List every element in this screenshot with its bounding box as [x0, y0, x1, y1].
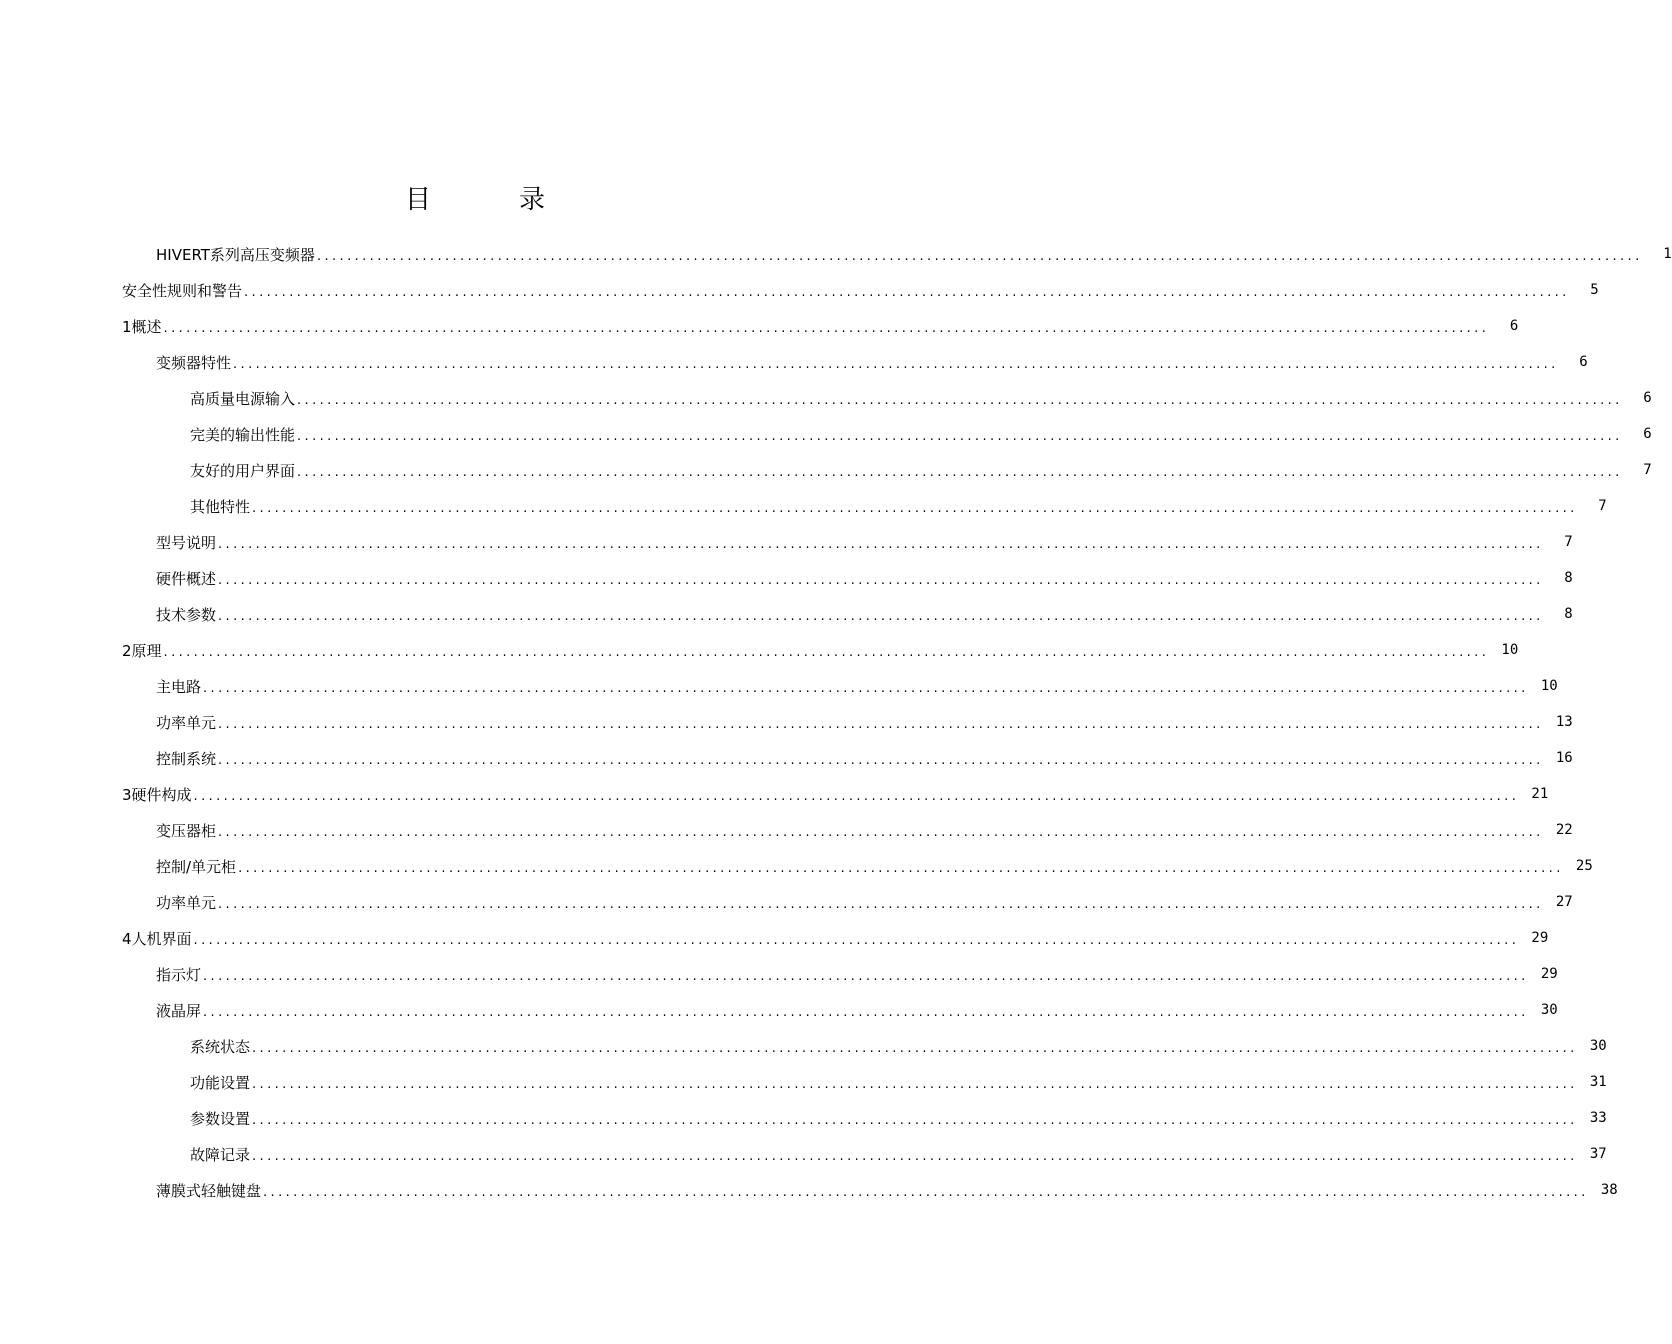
- toc-dot-leader: ................................................................................................................................................................................: [218, 896, 1544, 912]
- toc-entry[interactable]: [0, 1172, 1618, 1208]
- toc-dot-leader: ................................................................................................................................................................................: [163, 320, 1490, 336]
- toc-entry-title: 变压器柜: [156, 821, 217, 840]
- toc-dot-leader: ................................................................................................................................................................................: [218, 536, 1544, 552]
- toc-entry[interactable]: [0, 884, 1573, 920]
- toc-dot-leader: ................................................................................................................................................................................: [316, 248, 1643, 264]
- toc-entry[interactable]: [0, 956, 1558, 992]
- toc-entry-title: HIVERT系列高压变频器: [156, 245, 315, 264]
- toc-page-number: 25: [1575, 858, 1593, 874]
- toc-entry[interactable]: [0, 1136, 1607, 1172]
- toc-entry[interactable]: [0, 812, 1573, 848]
- toc-page-number: 22: [1555, 822, 1573, 838]
- toc-entry-title: 3硬件构成: [122, 785, 192, 804]
- toc-dot-leader: ................................................................................................................................................................................: [203, 680, 1529, 696]
- toc-entry-title: 功率单元: [156, 893, 217, 912]
- toc-title-char: 录: [519, 185, 546, 215]
- toc-entry-title: 2原理: [122, 641, 162, 660]
- toc-dot-leader: ................................................................................................................................................................................: [233, 356, 1559, 372]
- toc-page-number: 7: [1643, 462, 1652, 478]
- toc-entry-title: 指示灯: [156, 965, 202, 984]
- toc-page-number: 6: [1643, 426, 1652, 442]
- toc-page-number: 30: [1589, 1038, 1607, 1054]
- toc-page-number: 8: [1564, 606, 1573, 622]
- toc-page-number: 6: [1643, 390, 1652, 406]
- toc-page-number: 7: [1598, 498, 1607, 514]
- toc-entry-title: 技术参数: [156, 605, 217, 624]
- toc-entry[interactable]: [0, 596, 1573, 632]
- toc-entry[interactable]: [0, 740, 1573, 776]
- toc-entry-title: 完美的输出性能: [190, 425, 296, 444]
- toc-entry-title: 功率单元: [156, 713, 217, 732]
- toc-page-number: 7: [1564, 534, 1573, 550]
- toc-page-number: 37: [1589, 1146, 1607, 1162]
- toc-entry-title: 参数设置: [190, 1109, 251, 1128]
- toc-page-number: 10: [1540, 678, 1558, 694]
- toc-entry[interactable]: [0, 668, 1558, 704]
- toc-page-number: 10: [1501, 642, 1519, 658]
- toc-dot-leader: ................................................................................................................................................................................: [218, 752, 1544, 768]
- toc-page-number: 30: [1540, 1002, 1558, 1018]
- toc-page-number: 5: [1590, 282, 1599, 298]
- toc-dot-leader: ................................................................................................................................................................................: [193, 788, 1520, 804]
- toc-page-number: 29: [1531, 930, 1549, 946]
- toc-entry-title: 其他特性: [190, 497, 251, 516]
- toc-page-number: 29: [1540, 966, 1558, 982]
- toc-entry-title: 故障记录: [190, 1145, 251, 1164]
- toc-page-number: 33: [1589, 1110, 1607, 1126]
- toc-dot-leader: ................................................................................................................................................................................: [218, 824, 1544, 840]
- toc-entry[interactable]: [0, 272, 1599, 308]
- toc-entry[interactable]: [0, 560, 1573, 596]
- toc-dot-leader: ................................................................................................................................................................................: [163, 644, 1490, 660]
- toc-entry[interactable]: [0, 344, 1588, 380]
- toc-entry-title: 型号说明: [156, 533, 217, 552]
- toc-dot-leader: ................................................................................................................................................................................: [218, 716, 1544, 732]
- toc-page-number: 27: [1555, 894, 1573, 910]
- toc-dot-leader: ................................................................................................................................................................................: [297, 392, 1623, 408]
- toc-page-number: 6: [1509, 318, 1519, 334]
- toc-entry-title: 1概述: [122, 317, 162, 336]
- toc-page-number: 31: [1589, 1074, 1607, 1090]
- toc-entry-title: 主电路: [156, 677, 202, 696]
- toc-dot-leader: ................................................................................................................................................................................: [193, 932, 1520, 948]
- toc-page-number: 8: [1564, 570, 1573, 586]
- toc-dot-leader: ................................................................................................................................................................................: [252, 500, 1578, 516]
- toc-entry[interactable]: [0, 524, 1573, 560]
- toc-page-number: 13: [1555, 714, 1573, 730]
- toc-entry[interactable]: [0, 1100, 1607, 1136]
- toc-entry[interactable]: [0, 992, 1558, 1028]
- toc-entry[interactable]: [0, 488, 1607, 524]
- toc-entry-title: 安全性规则和警告: [122, 281, 243, 300]
- toc-entry-title: 硬件概述: [156, 569, 217, 588]
- toc-page-number: 21: [1531, 786, 1549, 802]
- toc-entry[interactable]: [0, 1028, 1607, 1064]
- toc-title: [0, 180, 950, 220]
- toc-entry[interactable]: [0, 632, 1519, 668]
- toc-entry[interactable]: [0, 416, 1652, 452]
- toc-entry[interactable]: [0, 704, 1573, 740]
- toc-dot-leader: ................................................................................................................................................................................: [297, 428, 1623, 444]
- toc-page-number: 6: [1579, 354, 1588, 370]
- toc-entry-title: 4人机界面: [122, 929, 192, 948]
- toc-entry-title: 控制系统: [156, 749, 217, 768]
- toc-entry[interactable]: [0, 452, 1652, 488]
- toc-dot-leader: ................................................................................................................................................................................: [218, 572, 1544, 588]
- toc-entry-title: 高质量电源输入: [190, 389, 296, 408]
- toc-dot-leader: ................................................................................................................................................................................: [252, 1112, 1578, 1128]
- toc-entry[interactable]: [0, 308, 1519, 344]
- toc-dot-leader: ................................................................................................................................................................................: [238, 860, 1564, 876]
- toc-entry[interactable]: [0, 236, 1672, 272]
- toc-entry-title: 变频器特性: [156, 353, 232, 372]
- toc-dot-leader: ................................................................................................................................................................................: [252, 1148, 1578, 1164]
- toc-page-number: 1: [1663, 246, 1672, 262]
- toc-entry-title: 友好的用户界面: [190, 461, 296, 480]
- toc-entry[interactable]: [0, 920, 1549, 956]
- toc-entry[interactable]: [0, 380, 1652, 416]
- toc-entry-title: 功能设置: [190, 1073, 251, 1092]
- toc-dot-leader: ................................................................................................................................................................................: [203, 1004, 1529, 1020]
- toc-entry-title: 薄膜式轻触键盘: [156, 1181, 262, 1200]
- toc-page-number: 38: [1600, 1182, 1618, 1198]
- toc-entry-title: 系统状态: [190, 1037, 251, 1056]
- toc-entry[interactable]: [0, 776, 1549, 812]
- toc-dot-leader: ................................................................................................................................................................................: [263, 1184, 1589, 1200]
- toc-entry-title: 液晶屏: [156, 1001, 202, 1020]
- toc-entry-title: 控制/单元柜: [156, 857, 237, 876]
- toc-dot-leader: ................................................................................................................................................................................: [297, 464, 1623, 480]
- toc-dot-leader: ................................................................................................................................................................................: [203, 968, 1529, 984]
- toc-dot-leader: ................................................................................................................................................................................: [218, 608, 1544, 624]
- toc-entry[interactable]: [0, 848, 1593, 884]
- toc-dot-leader: ................................................................................................................................................................................: [252, 1076, 1578, 1092]
- toc-entry[interactable]: [0, 1064, 1607, 1100]
- toc-dot-leader: ................................................................................................................................................................................: [252, 1040, 1578, 1056]
- toc-list: [0, 236, 1672, 1208]
- toc-dot-leader: ................................................................................................................................................................................: [244, 284, 1570, 300]
- toc-title-char: 目: [404, 185, 431, 215]
- toc-page-number: 16: [1555, 750, 1573, 766]
